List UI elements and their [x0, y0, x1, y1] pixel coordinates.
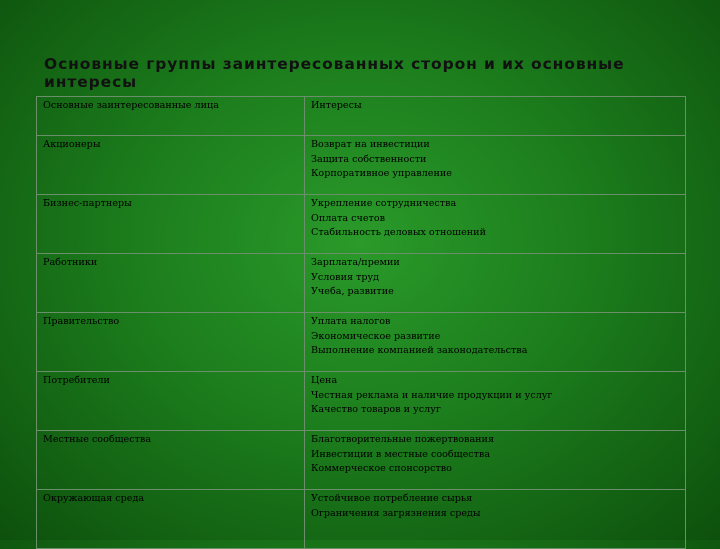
interests-cell: [305, 195, 686, 254]
interests-cell: [305, 431, 686, 490]
table-row: [37, 313, 686, 372]
interest-item: Честная реклама и наличие продукции и услуг: [311, 389, 553, 401]
interest-item: Коммерческое спонсорство: [311, 463, 452, 474]
interests-cell: [305, 254, 686, 313]
table-row: [37, 254, 686, 313]
interest-item: Цена: [311, 375, 338, 386]
interests-cell: [305, 313, 686, 372]
header-cell-interests: Интересы: [305, 97, 686, 136]
interest-item: Уплата налогов: [311, 316, 391, 327]
interests-cell: [305, 136, 686, 195]
slide-title: Основные группы заинтересованных сторон и их основные интересы: [44, 55, 625, 91]
interest-item: Благотворительные пожертвования: [311, 434, 495, 445]
interests-cell: [305, 372, 686, 431]
stakeholder-cell: Правительство: [37, 313, 305, 372]
table-header-row: [37, 97, 686, 136]
header-cell-stakeholders: Основные заинтересованные лица: [37, 97, 305, 136]
stakeholder-cell: Работники: [37, 254, 305, 313]
table-row: [37, 195, 686, 254]
stakeholders-table: [36, 96, 686, 549]
table-row: [37, 136, 686, 195]
interest-item: Зарплата/премии: [311, 257, 400, 268]
interest-item: Ограничения загрязнения среды: [311, 507, 481, 519]
stakeholder-cell: Окружающая среда: [37, 490, 305, 549]
table-row: [37, 431, 686, 490]
stakeholder-cell: Потребители: [37, 372, 305, 431]
interest-item: Инвестиции в местные сообщества: [311, 448, 491, 460]
interest-item: Оплата счетов: [311, 212, 386, 224]
interest-item: Устойчивое потребление сырья: [311, 493, 473, 504]
interest-item: Защита собственности: [311, 153, 427, 165]
interest-item: Стабильность деловых отношений: [311, 227, 486, 238]
interest-item: Качество товаров и услуг: [311, 404, 441, 415]
interest-item: Выполнение компанией законодательства: [311, 345, 528, 356]
interest-item: Экономическое развитие: [311, 330, 441, 342]
stakeholder-cell: Местные сообщества: [37, 431, 305, 490]
stakeholder-cell: Бизнес-партнеры: [37, 195, 305, 254]
interest-item: Условия труд: [311, 271, 380, 283]
interest-item: Возврат на инвестиции: [311, 139, 430, 150]
table-row: [37, 372, 686, 431]
stakeholder-cell: Акционеры: [37, 136, 305, 195]
interest-item: Учеба, развитие: [311, 286, 394, 297]
interest-item: Корпоративное управление: [311, 168, 452, 179]
interest-item: Укрепление сотрудничества: [311, 198, 457, 209]
